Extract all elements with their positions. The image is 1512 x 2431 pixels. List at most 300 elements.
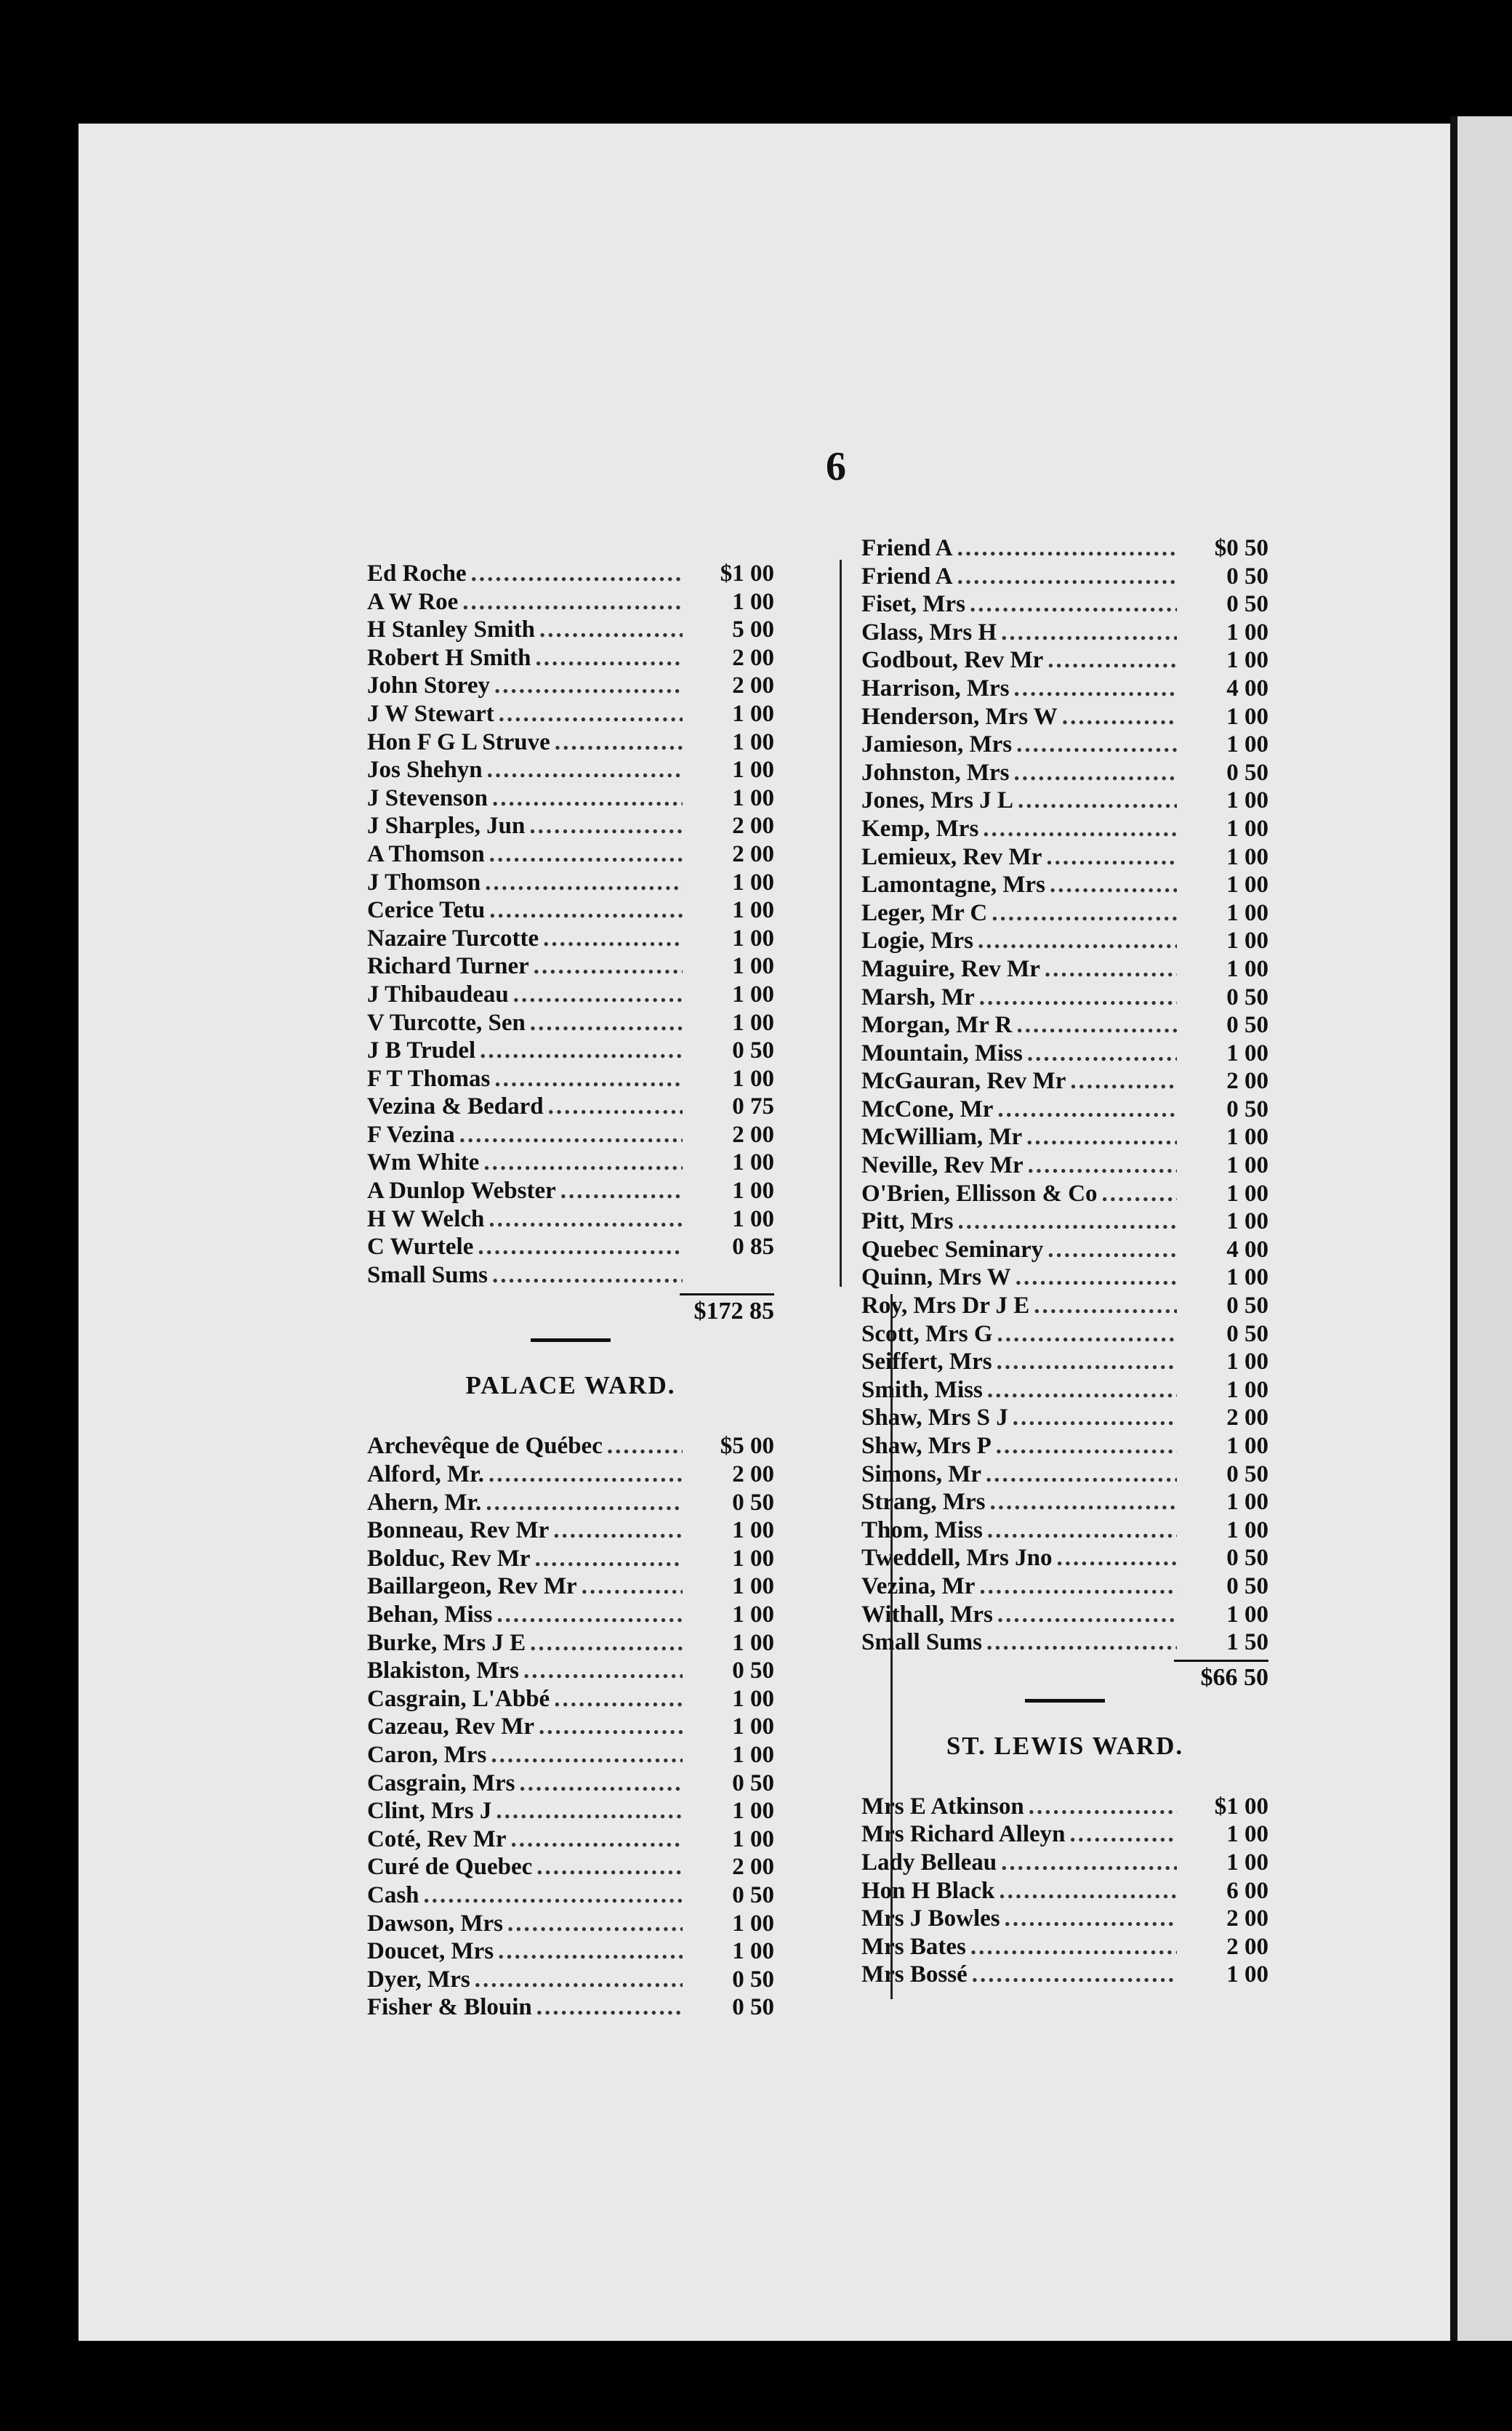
entry-amount: 2 00 xyxy=(732,672,774,699)
column-total xyxy=(861,1660,1268,1692)
list-item xyxy=(861,1123,1268,1152)
list-item xyxy=(861,1793,1268,1821)
entry-amount: 0 50 xyxy=(732,1037,774,1064)
list-item xyxy=(861,1180,1268,1208)
entry-amount: 1 00 xyxy=(1226,1180,1268,1207)
dot-leader xyxy=(989,1488,1177,1516)
entry-amount: 1 00 xyxy=(732,1573,774,1600)
entry-name: John Storey xyxy=(367,672,490,699)
left-column xyxy=(367,560,774,2022)
entry-amount: 1 00 xyxy=(1226,703,1268,730)
dot-leader xyxy=(483,1149,683,1177)
list-item xyxy=(367,1713,774,1741)
list-item xyxy=(861,955,1268,984)
list-item xyxy=(367,1177,774,1205)
entry-name: Fisher & Blouin xyxy=(367,1994,532,2021)
entry-name: Bonneau, Rev Mr xyxy=(367,1517,550,1544)
dot-leader xyxy=(1026,1123,1177,1152)
entry-name: Vezina, Mr xyxy=(861,1572,976,1599)
entry-name: F Vezina xyxy=(367,1121,455,1148)
list-item xyxy=(861,1820,1268,1849)
list-item xyxy=(861,1263,1268,1292)
palace-ward-list xyxy=(367,1432,774,2021)
entry-amount: 1 00 xyxy=(732,1825,774,1852)
list-item xyxy=(367,1460,774,1489)
entry-amount: 1 00 xyxy=(732,1629,774,1656)
entry-amount: 1 00 xyxy=(732,953,774,980)
entry-name: Withall, Mrs xyxy=(861,1601,993,1628)
entry-amount: 2 00 xyxy=(732,1461,774,1488)
entry-amount: 1 00 xyxy=(1226,1208,1268,1235)
list-item xyxy=(367,1432,774,1460)
list-item xyxy=(367,756,774,784)
dot-leader xyxy=(530,1629,683,1658)
list-item xyxy=(367,644,774,672)
entry-amount: 1 00 xyxy=(732,1178,774,1205)
entry-name: Friend A xyxy=(861,563,953,590)
entry-name: J Stevenson xyxy=(367,784,488,811)
dot-leader xyxy=(539,1713,683,1741)
dot-leader xyxy=(498,1937,683,1966)
ward-title: ST. LEWIS WARD. xyxy=(946,1731,1184,1760)
list-item xyxy=(367,1910,774,1938)
dot-leader xyxy=(555,728,683,757)
dot-leader xyxy=(534,952,683,981)
dot-leader xyxy=(424,1881,683,1910)
list-item xyxy=(367,1601,774,1629)
entry-amount: 0 50 xyxy=(732,1881,774,1908)
entry-amount: 2 00 xyxy=(1226,1068,1268,1095)
entry-name: H Stanley Smith xyxy=(367,616,536,643)
dot-leader xyxy=(494,1065,683,1093)
entry-name: Hon F G L Struve xyxy=(367,728,550,755)
list-item xyxy=(861,1628,1268,1657)
entry-amount: 1 00 xyxy=(1226,1961,1268,1988)
dot-leader xyxy=(957,1208,1177,1236)
entry-amount: 1 00 xyxy=(1226,1821,1268,1848)
entry-name: Leger, Mr C xyxy=(861,899,988,926)
entry-name: Godbout, Rev Mr xyxy=(861,647,1044,674)
entry-name: Quebec Seminary xyxy=(861,1236,1044,1263)
entry-name: Neville, Rev Mr xyxy=(861,1152,1024,1179)
list-item xyxy=(861,731,1268,759)
dot-leader xyxy=(992,899,1177,928)
entry-name: Mrs Richard Alleyn xyxy=(861,1821,1066,1848)
list-item xyxy=(861,1040,1268,1068)
list-item xyxy=(367,1545,774,1573)
entry-name: Mrs E Atkinson xyxy=(861,1793,1024,1820)
dot-leader xyxy=(530,1009,683,1037)
list-item xyxy=(861,1460,1268,1489)
column-total xyxy=(367,1293,774,1325)
dot-leader xyxy=(535,1545,683,1573)
subscriber-list xyxy=(367,560,774,1289)
entry-name: Scott, Mrs G xyxy=(861,1320,993,1347)
entry-name: Glass, Mrs H xyxy=(861,619,997,646)
entry-amount: 0 50 xyxy=(1226,1460,1268,1487)
entry-amount: $1 00 xyxy=(1214,1793,1268,1820)
entry-amount: 1 00 xyxy=(1226,1124,1268,1151)
entry-amount: $0 50 xyxy=(1214,535,1268,561)
dot-leader xyxy=(1016,1263,1177,1292)
entry-name: A W Roe xyxy=(367,588,459,615)
dot-leader xyxy=(486,1489,683,1517)
entry-amount: 0 50 xyxy=(1226,1572,1268,1599)
dot-leader xyxy=(1013,1404,1177,1432)
dot-leader xyxy=(1047,646,1177,675)
entry-amount: 1 00 xyxy=(732,1685,774,1712)
entry-amount: 1 00 xyxy=(732,897,774,924)
entry-name: Johnston, Mrs xyxy=(861,759,1010,786)
entry-amount: 4 00 xyxy=(1226,1236,1268,1263)
list-item xyxy=(367,1629,774,1658)
entry-amount: $1 00 xyxy=(720,560,774,587)
dot-leader xyxy=(1029,1793,1177,1821)
entry-name: J Sharples, Jun xyxy=(367,813,526,840)
list-item xyxy=(367,1009,774,1037)
list-item xyxy=(861,1544,1268,1572)
dot-leader xyxy=(1050,871,1177,899)
entry-amount: 1 50 xyxy=(1226,1629,1268,1656)
dot-leader xyxy=(471,560,683,588)
dot-leader xyxy=(1047,1236,1177,1264)
list-item xyxy=(367,981,774,1009)
entry-name: Shaw, Mrs P xyxy=(861,1433,992,1459)
entry-name: Blakiston, Mrs xyxy=(367,1658,520,1684)
entry-amount: 0 50 xyxy=(1226,1012,1268,1039)
list-item xyxy=(861,1601,1268,1629)
dot-leader xyxy=(496,1601,683,1629)
entry-name: Fiset, Mrs xyxy=(861,591,965,618)
entry-amount: 0 50 xyxy=(732,1994,774,2021)
dot-leader xyxy=(462,588,683,616)
entry-amount: 1 00 xyxy=(732,1065,774,1092)
dot-leader xyxy=(996,1432,1177,1460)
entry-amount: 1 00 xyxy=(732,1910,774,1937)
entry-amount: 1 00 xyxy=(1226,815,1268,842)
entry-name: Cerice Tetu xyxy=(367,897,486,924)
entry-amount: 0 75 xyxy=(732,1093,774,1120)
entry-name: O'Brien, Ellisson & Co xyxy=(861,1180,1098,1207)
list-item xyxy=(861,675,1268,703)
dot-leader xyxy=(488,1205,683,1234)
list-item xyxy=(367,1093,774,1121)
list-item xyxy=(367,1853,774,1881)
entry-name: McGauran, Rev Mr xyxy=(861,1068,1066,1095)
entry-amount: 0 50 xyxy=(732,1489,774,1516)
entry-amount: 1 00 xyxy=(1226,731,1268,758)
dot-leader xyxy=(513,981,683,1009)
list-item xyxy=(861,1320,1268,1349)
dot-leader xyxy=(536,644,683,672)
dot-leader xyxy=(1001,619,1177,647)
dot-leader xyxy=(553,1516,683,1545)
entry-name: Cazeau, Rev Mr xyxy=(367,1713,535,1740)
list-item xyxy=(367,616,774,644)
list-item xyxy=(861,1877,1268,1905)
list-item xyxy=(861,787,1268,815)
entry-name: Tweddell, Mrs Jno xyxy=(861,1545,1053,1572)
dot-leader xyxy=(1013,675,1177,703)
entry-amount: 1 00 xyxy=(732,1149,774,1176)
entry-name: Dyer, Mrs xyxy=(367,1966,470,1993)
adjacent-page-edge xyxy=(1450,116,1512,2341)
dot-leader xyxy=(523,1657,683,1685)
entry-amount: 1 00 xyxy=(1226,1264,1268,1291)
entry-amount: 1 00 xyxy=(732,1798,774,1825)
entry-amount: 0 50 xyxy=(1226,984,1268,1010)
list-item xyxy=(367,1657,774,1685)
entry-amount: 1 00 xyxy=(1226,1376,1268,1403)
dot-leader xyxy=(1016,1011,1177,1040)
entry-name: Clint, Mrs J xyxy=(367,1798,492,1825)
dot-leader xyxy=(986,1628,1177,1657)
entry-amount: 1 00 xyxy=(732,1713,774,1740)
list-item xyxy=(861,1376,1268,1405)
entry-name: Jones, Mrs J L xyxy=(861,787,1013,814)
dot-leader xyxy=(582,1572,683,1601)
entry-amount: 1 00 xyxy=(1226,1516,1268,1543)
entry-name: Lady Belleau xyxy=(861,1849,997,1876)
column-separator xyxy=(840,560,842,1287)
dot-leader xyxy=(957,534,1177,563)
entry-amount: 1 00 xyxy=(732,588,774,615)
entry-name: Coté, Rev Mr xyxy=(367,1825,507,1852)
dot-leader xyxy=(489,896,683,925)
list-item xyxy=(861,1404,1268,1432)
list-item xyxy=(861,1011,1268,1040)
entry-name: McWilliam, Mr xyxy=(861,1124,1023,1151)
entry-name: C Wurtele xyxy=(367,1234,474,1261)
dot-leader xyxy=(480,1037,683,1065)
list-item xyxy=(861,1348,1268,1376)
list-item xyxy=(367,1205,774,1234)
dot-leader xyxy=(543,925,683,953)
list-item xyxy=(367,896,774,925)
entry-amount: 0 50 xyxy=(1226,1320,1268,1347)
list-item xyxy=(367,672,774,700)
entry-name: Mrs Bossé xyxy=(861,1961,968,1988)
dot-leader xyxy=(560,1177,683,1205)
list-item xyxy=(367,1121,774,1149)
dot-leader xyxy=(1016,731,1177,759)
entry-amount: 1 00 xyxy=(1226,619,1268,646)
entry-amount: 1 00 xyxy=(732,1009,774,1036)
entry-name: Casgrain, L'Abbé xyxy=(367,1685,550,1712)
dot-leader xyxy=(519,1769,683,1798)
right-column xyxy=(861,534,1268,1989)
dot-leader xyxy=(1027,1040,1177,1068)
entry-name: Baillargeon, Rev Mr xyxy=(367,1573,577,1600)
entry-name: H W Welch xyxy=(367,1205,485,1232)
entry-amount: 0 50 xyxy=(732,1966,774,1993)
list-item xyxy=(861,815,1268,843)
list-item xyxy=(367,925,774,953)
entry-name: Burke, Mrs J E xyxy=(367,1629,526,1656)
dot-leader xyxy=(539,616,683,644)
list-item xyxy=(861,563,1268,591)
list-item xyxy=(367,1741,774,1769)
list-item xyxy=(367,588,774,616)
total-amount: $172 85 xyxy=(680,1293,774,1325)
list-item xyxy=(367,560,774,588)
entry-name: Logie, Mrs xyxy=(861,928,973,955)
list-item xyxy=(861,1292,1268,1320)
list-item xyxy=(861,703,1268,731)
entry-amount: $5 00 xyxy=(720,1433,774,1460)
entry-name: J B Trudel xyxy=(367,1037,476,1064)
list-item xyxy=(367,1516,774,1545)
entry-name: J Thibaudeau xyxy=(367,981,509,1008)
entry-amount: 1 00 xyxy=(1226,1489,1268,1516)
list-item xyxy=(367,1993,774,2022)
dot-leader xyxy=(1046,843,1177,872)
dot-leader xyxy=(487,756,683,784)
section-rule xyxy=(531,1338,611,1342)
entry-name: Cash xyxy=(367,1881,419,1908)
entry-name: Quinn, Mrs W xyxy=(861,1264,1011,1291)
dot-leader xyxy=(1034,1292,1177,1320)
list-item xyxy=(367,869,774,897)
entry-name: Doucet, Mrs xyxy=(367,1938,494,1965)
list-item xyxy=(367,812,774,840)
list-item xyxy=(861,1236,1268,1264)
dot-leader xyxy=(997,1348,1177,1376)
dot-leader xyxy=(987,1376,1177,1405)
entry-name: Harrison, Mrs xyxy=(861,675,1010,702)
dot-leader xyxy=(979,984,1177,1012)
list-item xyxy=(861,1905,1268,1933)
list-item xyxy=(861,1572,1268,1601)
dot-leader xyxy=(970,590,1177,619)
entry-name: J Thomson xyxy=(367,869,481,896)
list-item xyxy=(861,759,1268,787)
entry-name: Marsh, Mr xyxy=(861,984,975,1010)
entry-amount: 0 50 xyxy=(732,1769,774,1796)
dot-leader xyxy=(972,1961,1177,1989)
dot-leader xyxy=(1056,1544,1177,1572)
list-item xyxy=(861,927,1268,955)
dot-leader xyxy=(979,1572,1177,1601)
entry-name: V Turcotte, Sen xyxy=(367,1009,526,1036)
entry-amount: 1 00 xyxy=(1226,1040,1268,1066)
list-item xyxy=(861,1096,1268,1124)
entry-amount: 2 00 xyxy=(1226,1405,1268,1431)
dot-leader xyxy=(1045,955,1177,984)
entry-amount: 1 00 xyxy=(1226,872,1268,899)
entry-name: Behan, Miss xyxy=(367,1602,493,1628)
entry-amount: 1 00 xyxy=(1226,955,1268,982)
list-item xyxy=(367,1572,774,1601)
entry-name: Hon H Black xyxy=(861,1877,995,1904)
entry-name: Smith, Miss xyxy=(861,1376,983,1403)
entry-amount: 1 00 xyxy=(732,869,774,896)
dot-leader xyxy=(1005,1905,1177,1933)
entry-name: Roy, Mrs Dr J E xyxy=(861,1293,1030,1319)
dot-leader xyxy=(496,1797,683,1825)
dot-leader xyxy=(511,1825,683,1854)
entry-amount: 1 00 xyxy=(1226,1349,1268,1375)
page-number: 6 xyxy=(826,444,846,489)
entry-name: Kemp, Mrs xyxy=(861,815,979,842)
entry-name: J W Stewart xyxy=(367,700,494,727)
dot-leader xyxy=(983,815,1177,843)
list-item xyxy=(861,1849,1268,1877)
entry-name: Mrs Bates xyxy=(861,1933,966,1960)
list-item xyxy=(367,784,774,813)
dot-leader xyxy=(1028,1152,1177,1180)
entry-name: Curé de Quebec xyxy=(367,1854,533,1881)
list-item xyxy=(367,1065,774,1093)
list-item xyxy=(861,534,1268,563)
entry-name: Richard Turner xyxy=(367,953,529,980)
dot-leader xyxy=(607,1432,683,1460)
entry-name: Simons, Mr xyxy=(861,1460,981,1487)
entry-amount: 0 50 xyxy=(1226,591,1268,618)
total-amount: $66 50 xyxy=(1174,1660,1268,1692)
entry-amount: 1 00 xyxy=(1226,1152,1268,1179)
dot-leader xyxy=(1102,1180,1177,1208)
entry-name: F T Thomas xyxy=(367,1065,491,1092)
dot-leader xyxy=(459,1121,683,1149)
dot-leader xyxy=(485,869,683,897)
list-item xyxy=(861,1488,1268,1516)
list-item xyxy=(861,1152,1268,1180)
list-item xyxy=(367,1769,774,1798)
entry-amount: 0 50 xyxy=(732,1658,774,1684)
section-rule xyxy=(1025,1699,1105,1703)
dot-leader xyxy=(529,812,683,840)
entry-name: Casgrain, Mrs xyxy=(367,1769,515,1796)
ward-title: PALACE WARD. xyxy=(465,1371,676,1400)
entry-name: Thom, Miss xyxy=(861,1516,983,1543)
dot-leader xyxy=(536,1993,683,2022)
dot-leader xyxy=(536,1853,683,1881)
dot-leader xyxy=(1018,787,1177,815)
entry-name: Nazaire Turcotte xyxy=(367,925,539,952)
entry-amount: 1 00 xyxy=(732,728,774,755)
entry-amount: 1 00 xyxy=(1226,787,1268,814)
dot-leader xyxy=(997,1601,1177,1629)
list-item xyxy=(861,1208,1268,1236)
dot-leader xyxy=(1001,1849,1177,1877)
dot-leader xyxy=(494,672,683,700)
st-lewis-ward-list xyxy=(861,1793,1268,1989)
entry-amount: 1 00 xyxy=(1226,899,1268,926)
list-item xyxy=(861,1067,1268,1096)
entry-name: Shaw, Mrs S J xyxy=(861,1405,1008,1431)
dot-leader xyxy=(1070,1067,1177,1096)
dot-leader xyxy=(1069,1820,1177,1849)
list-item xyxy=(861,1961,1268,1989)
list-item xyxy=(861,843,1268,872)
entry-name: Seiffert, Mrs xyxy=(861,1349,992,1375)
entry-amount: 1 00 xyxy=(732,700,774,727)
dot-leader xyxy=(507,1910,683,1938)
entry-amount: 6 00 xyxy=(1226,1877,1268,1904)
entry-amount: 0 85 xyxy=(732,1234,774,1261)
entry-amount: 1 00 xyxy=(732,757,774,784)
entry-name: Mrs J Bowles xyxy=(861,1905,1000,1932)
entry-amount: 1 00 xyxy=(1226,1601,1268,1628)
dot-leader xyxy=(478,1233,683,1261)
list-item xyxy=(861,590,1268,619)
list-item xyxy=(861,1432,1268,1460)
entry-amount: 1 00 xyxy=(1226,1433,1268,1459)
entry-name: Ahern, Mr. xyxy=(367,1489,482,1516)
list-item xyxy=(367,1037,774,1065)
dot-leader xyxy=(554,1685,683,1713)
